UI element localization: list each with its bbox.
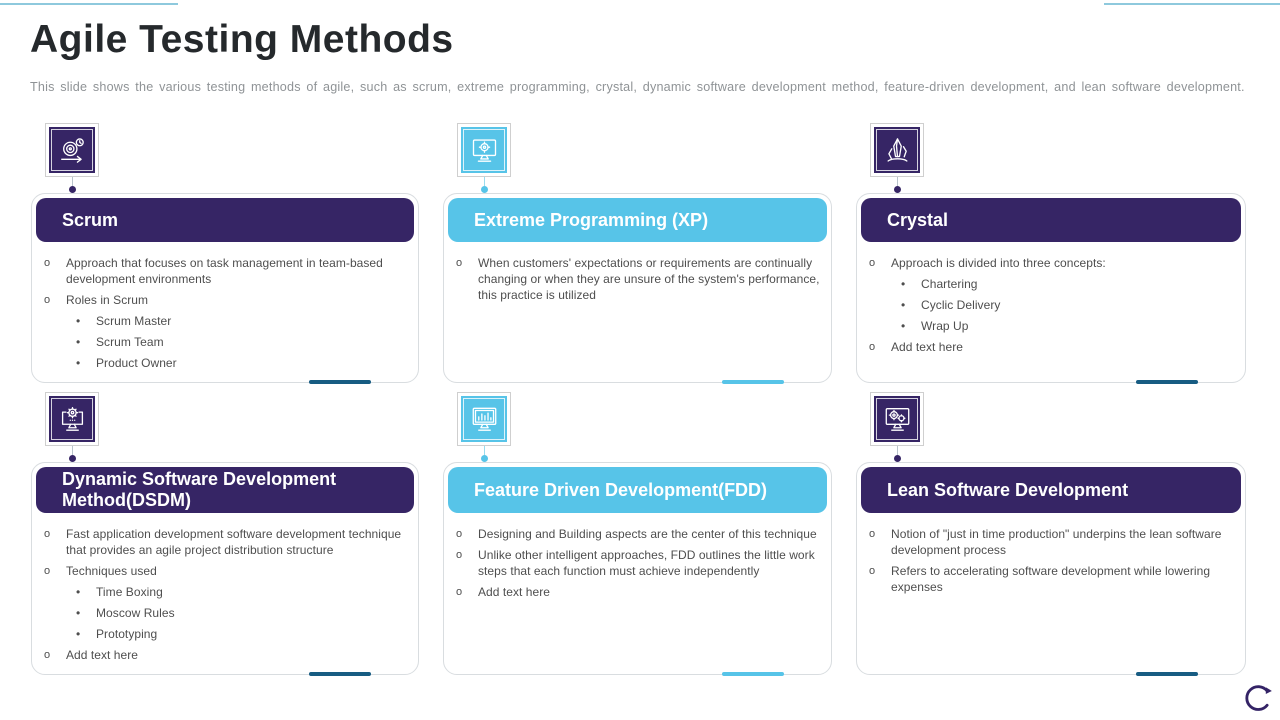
card-title: Scrum — [62, 209, 119, 230]
card-header — [36, 467, 414, 513]
sub-bullet-marker: • — [901, 298, 906, 312]
card-header — [448, 198, 827, 242]
connector — [870, 177, 924, 193]
sub-bullet-marker: • — [76, 585, 81, 599]
card-body — [32, 517, 418, 674]
sub-bullet-text: Cyclic Delivery — [921, 298, 1001, 312]
bullet-text: Add text here — [66, 648, 139, 662]
monitor-chart-icon — [461, 396, 507, 442]
method-card — [856, 462, 1246, 675]
sub-bullet-text: Product Owner — [96, 356, 177, 370]
method-card — [31, 193, 419, 383]
method-cell — [856, 123, 1246, 383]
bullet-text: Unlike other intelligent approaches, FDD outlines the little work steps that each function must achieve independently — [478, 548, 815, 578]
sub-bullet-text: Prototyping — [96, 627, 158, 641]
bullet-text: Approach is divided into three concepts: — [891, 256, 1106, 270]
bullet-item — [454, 547, 823, 579]
connector-dot — [481, 455, 488, 462]
card-accent-bar — [1136, 672, 1198, 676]
monitor-gear-icon — [49, 396, 95, 442]
bullet-item — [42, 647, 410, 663]
bullet-text: Approach that focuses on task management in team-based development environments — [66, 256, 383, 286]
icon-tile — [457, 392, 511, 446]
bullet-item — [42, 292, 410, 308]
method-card — [31, 462, 419, 675]
bullet-marker: o — [44, 528, 51, 540]
card-title: Dynamic Software Development Method(DSDM) — [62, 469, 337, 510]
sub-bullet-item — [70, 626, 410, 642]
bullet-item — [867, 255, 1237, 271]
card-title: Feature Driven Development(FDD) — [474, 479, 768, 500]
bullet-item — [867, 563, 1237, 595]
card-accent-bar — [309, 380, 371, 384]
card-accent-bar — [309, 672, 371, 676]
sub-bullet-item — [70, 313, 410, 329]
sub-bullet-marker: • — [76, 606, 81, 620]
bullet-item — [454, 526, 823, 542]
bullet-item — [42, 526, 410, 558]
sub-bullet-text: Time Boxing — [96, 585, 163, 599]
connector-line — [72, 177, 73, 186]
card-header — [861, 198, 1241, 242]
method-cell — [31, 123, 419, 383]
method-cell — [443, 392, 832, 675]
method-card — [856, 193, 1246, 383]
connector — [457, 177, 511, 193]
sub-bullet-text: Wrap Up — [921, 319, 969, 333]
top-right-accent-line — [1104, 3, 1280, 5]
card-accent-bar — [1136, 380, 1198, 384]
method-card — [443, 462, 832, 675]
connector-line — [72, 446, 73, 455]
method-card — [443, 193, 832, 383]
sub-bullet-marker: • — [76, 335, 81, 349]
sub-bullet-marker: • — [901, 277, 906, 291]
method-cell — [856, 392, 1246, 675]
icon-tile — [457, 123, 511, 177]
bullet-text: Refers to accelerating software development while lowering expenses — [891, 564, 1211, 594]
sub-bullet-text: Scrum Team — [96, 335, 164, 349]
bullet-text: Fast application development software development technique that provides an agile project distribution structure — [66, 527, 402, 557]
bullet-item — [867, 526, 1237, 558]
icon-tile — [45, 123, 99, 177]
card-title: Extreme Programming (XP) — [474, 209, 709, 230]
card-body — [857, 517, 1245, 606]
sub-bullet-marker: • — [76, 314, 81, 328]
connector-line — [897, 177, 898, 186]
card-header — [448, 467, 827, 513]
bullet-text: Designing and Building aspects are the center of this technique — [478, 527, 817, 541]
connector-dot — [894, 455, 901, 462]
sub-bullet-marker: • — [901, 319, 906, 333]
bullet-item — [454, 255, 823, 303]
bullet-text: Notion of "just in time production" underpins the lean software development process — [891, 527, 1222, 557]
card-body — [444, 517, 831, 611]
bullet-item — [867, 339, 1237, 355]
bullet-marker: o — [456, 528, 463, 540]
connector — [870, 446, 924, 462]
bullet-marker: o — [456, 257, 463, 269]
crystal-icon — [874, 127, 920, 173]
method-cell — [31, 392, 419, 675]
connector-dot — [894, 186, 901, 193]
connector-dot — [69, 455, 76, 462]
icon-tile — [870, 123, 924, 177]
bullet-marker: o — [456, 586, 463, 598]
bullet-text: Techniques used — [66, 564, 157, 578]
connector-line — [484, 177, 485, 186]
sub-bullet-item — [895, 318, 1237, 334]
bullet-marker: o — [44, 257, 51, 269]
connector-line — [897, 446, 898, 455]
sub-bullet-item — [70, 334, 410, 350]
connector-line — [484, 446, 485, 455]
connector — [457, 446, 511, 462]
bullet-item — [42, 563, 410, 579]
icon-tile — [870, 392, 924, 446]
bullet-marker: o — [869, 341, 876, 353]
bullet-marker: o — [869, 528, 876, 540]
bullet-text: When customers' expectations or requirements are continually changing or when they are unsure of the system's performance, this practice is utilized — [478, 256, 820, 302]
card-body — [444, 246, 831, 314]
icon-tile — [45, 392, 99, 446]
bullet-marker: o — [869, 565, 876, 577]
bullet-marker: o — [44, 649, 51, 661]
bullet-text: Add text here — [478, 585, 551, 599]
bullet-marker: o — [44, 294, 51, 306]
sub-bullet-item — [895, 297, 1237, 313]
connector — [45, 446, 99, 462]
slide-subtitle: This slide shows the various testing methods of agile, such as scrum, extreme programming, crystal, dynamic software development method, feature-driven development, and lean software development. — [30, 80, 1245, 94]
card-header — [861, 467, 1241, 513]
method-cell — [443, 123, 832, 383]
bullet-text: Add text here — [891, 340, 964, 354]
bullet-item — [454, 584, 823, 600]
bullet-text: Roles in Scrum — [66, 293, 149, 307]
bullet-marker: o — [869, 257, 876, 269]
connector-dot — [69, 186, 76, 193]
sub-bullet-marker: • — [76, 627, 81, 641]
bullet-marker: o — [44, 565, 51, 577]
card-body — [32, 246, 418, 382]
sub-bullet-item — [70, 584, 410, 600]
monitor-helm-icon — [461, 127, 507, 173]
sub-bullet-marker: • — [76, 356, 81, 370]
sub-bullet-text: Scrum Master — [96, 314, 172, 328]
methods-grid — [31, 123, 1246, 675]
scrum-sprint-icon — [49, 127, 95, 173]
card-body — [857, 246, 1245, 366]
bullet-marker: o — [456, 549, 463, 561]
page-title: Agile Testing Methods — [30, 18, 454, 61]
sub-bullet-item — [895, 276, 1237, 292]
card-title: Lean Software Development — [887, 479, 1129, 500]
card-header — [36, 198, 414, 242]
card-accent-bar — [722, 380, 784, 384]
sub-bullet-text: Chartering — [921, 277, 978, 291]
bullet-item — [42, 255, 410, 287]
top-left-accent-line — [0, 3, 178, 5]
card-title: Crystal — [887, 209, 949, 230]
sub-bullet-text: Moscow Rules — [96, 606, 175, 620]
connector-dot — [481, 186, 488, 193]
sub-bullet-item — [70, 605, 410, 621]
refresh-icon — [1239, 679, 1277, 717]
card-accent-bar — [722, 672, 784, 676]
connector — [45, 177, 99, 193]
sub-bullet-item — [70, 355, 410, 371]
monitor-gears-icon — [874, 396, 920, 442]
